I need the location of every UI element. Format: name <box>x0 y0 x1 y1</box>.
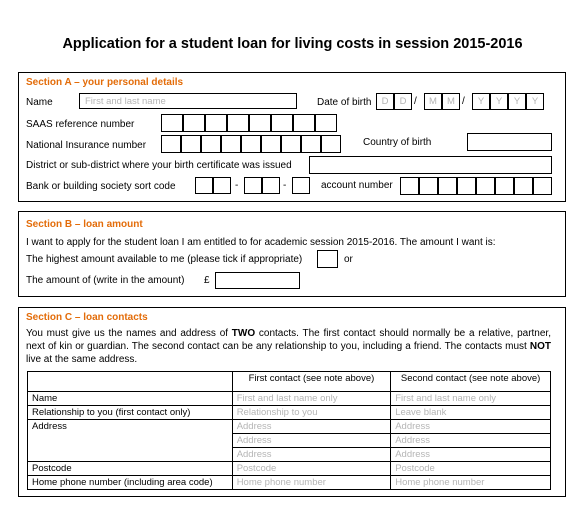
district-label: District or sub-district where your birth certificate was issued <box>26 160 292 171</box>
ni-character-box[interactable] <box>281 135 301 153</box>
dob-cell[interactable]: M <box>424 93 442 110</box>
sort-code-dash-1: - <box>235 180 239 191</box>
saas-digit-box[interactable] <box>271 114 293 132</box>
table-row <box>28 462 551 476</box>
row-label: Home phone number (including area code) <box>28 476 233 490</box>
instructions-text-3: live at the same address. <box>26 354 138 365</box>
dob-label: Date of birth <box>317 97 372 108</box>
saas-digit-box[interactable] <box>315 114 337 132</box>
name-label: Name <box>26 97 53 108</box>
dob-cell[interactable]: Y <box>508 93 526 110</box>
section-c-heading: Section C – loan contacts <box>26 312 148 323</box>
saas-digit-box[interactable] <box>227 114 249 132</box>
country-of-birth-field[interactable] <box>467 133 552 151</box>
sort-code-box-2a[interactable] <box>244 177 262 194</box>
saas-label: SAAS reference number <box>26 119 135 130</box>
table-header-row <box>28 372 551 392</box>
first-contact-cell[interactable]: Relationship to you <box>232 406 391 420</box>
section-a-heading: Section A – your personal details <box>26 77 184 88</box>
saas-digit-box[interactable] <box>205 114 227 132</box>
row-label: Address <box>28 420 233 434</box>
amount-field[interactable] <box>215 272 300 289</box>
first-contact-cell[interactable]: First and last name only <box>232 392 391 406</box>
or-label: or <box>344 254 353 265</box>
first-contact-cell[interactable]: Postcode <box>232 462 391 476</box>
ni-character-box[interactable] <box>161 135 181 153</box>
ni-label: National Insurance number <box>26 140 147 151</box>
instructions-bold-two: TWO <box>231 328 256 339</box>
table-row <box>28 434 551 448</box>
district-field[interactable] <box>309 156 552 174</box>
sort-code-dash-2: - <box>283 180 287 191</box>
second-contact-cell[interactable]: Leave blank <box>391 406 551 420</box>
account-digit-box[interactable] <box>495 177 514 195</box>
row-label: Postcode <box>28 462 233 476</box>
first-contact-cell[interactable]: Address <box>232 448 391 462</box>
section-c-instructions <box>26 327 551 366</box>
account-digit-box[interactable] <box>438 177 457 195</box>
dob-cell[interactable]: M <box>442 93 460 110</box>
sort-code-box-1a[interactable] <box>195 177 213 194</box>
instructions-text-2: contacts. The first contact should normally be a relative, partner, next of kin or guardian. The second contact can be any relationship to you, including a friend. The contacts must <box>26 328 551 352</box>
account-digit-box[interactable] <box>476 177 495 195</box>
dob-cell[interactable]: D <box>376 93 394 110</box>
saas-digit-box[interactable] <box>161 114 183 132</box>
dob-cell[interactable]: D <box>394 93 412 110</box>
instructions-text-1: You must give us the names and address of <box>26 328 232 339</box>
page-title: Application for a student loan for living costs in session 2015-2016 <box>62 36 523 52</box>
table-row <box>28 420 551 434</box>
sort-code-box-3a[interactable] <box>292 177 310 194</box>
second-contact-cell[interactable]: Home phone number <box>391 476 551 490</box>
name-field[interactable]: First and last name <box>79 93 297 109</box>
first-contact-cell[interactable]: Home phone number <box>232 476 391 490</box>
ni-character-box[interactable] <box>301 135 321 153</box>
ni-character-box[interactable] <box>321 135 341 153</box>
highest-amount-checkbox[interactable] <box>317 250 338 268</box>
row-label: Relationship to you (first contact only) <box>28 406 233 420</box>
second-contact-cell[interactable]: Postcode <box>391 462 551 476</box>
saas-digit-box[interactable] <box>183 114 205 132</box>
header-blank <box>28 372 233 392</box>
account-digit-box[interactable] <box>419 177 438 195</box>
header-second-contact: Second contact (see note above) <box>391 372 551 392</box>
header-first-contact: First contact (see note above) <box>232 372 391 392</box>
dob-field <box>376 93 556 110</box>
ni-character-box[interactable] <box>201 135 221 153</box>
ni-character-box[interactable] <box>241 135 261 153</box>
table-row <box>28 406 551 420</box>
dob-cell[interactable]: Y <box>472 93 490 110</box>
saas-reference-field <box>161 114 361 132</box>
first-contact-cell[interactable]: Address <box>232 434 391 448</box>
second-contact-cell[interactable]: Address <box>391 434 551 448</box>
national-insurance-field <box>161 135 341 153</box>
account-digit-box[interactable] <box>457 177 476 195</box>
table-row <box>28 392 551 406</box>
table-row <box>28 476 551 490</box>
dob-cell[interactable]: Y <box>526 93 544 110</box>
ni-character-box[interactable] <box>261 135 281 153</box>
country-label: Country of birth <box>363 137 432 148</box>
ni-character-box[interactable] <box>181 135 201 153</box>
contacts-table <box>27 371 551 490</box>
row-label <box>28 434 233 448</box>
section-b-intro: I want to apply for the student loan I am entitled to for academic session 2015-2016. The amount I want is: <box>26 237 496 248</box>
table-row <box>28 448 551 462</box>
saas-digit-box[interactable] <box>293 114 315 132</box>
ni-character-box[interactable] <box>221 135 241 153</box>
section-b-heading: Section B – loan amount <box>26 219 143 230</box>
account-number-label: account number <box>321 180 393 191</box>
second-contact-cell[interactable]: First and last name only <box>391 392 551 406</box>
row-label: Name <box>28 392 233 406</box>
dob-separator: / <box>462 96 465 107</box>
currency-symbol: £ <box>204 275 210 286</box>
account-number-field <box>400 177 550 194</box>
account-digit-box[interactable] <box>514 177 533 195</box>
first-contact-cell[interactable]: Address <box>232 420 391 434</box>
saas-digit-box[interactable] <box>249 114 271 132</box>
sort-code-box-1b[interactable] <box>213 177 231 194</box>
account-digit-box[interactable] <box>400 177 419 195</box>
instructions-bold-not: NOT <box>529 341 551 352</box>
amount-label: The amount of (write in the amount) <box>26 275 185 286</box>
second-contact-cell[interactable]: Address <box>391 448 551 462</box>
sort-code-label: Bank or building society sort code <box>26 181 176 192</box>
dob-separator: / <box>414 96 417 107</box>
dob-cell[interactable]: Y <box>490 93 508 110</box>
account-digit-box[interactable] <box>533 177 552 195</box>
highest-amount-label: The highest amount available to me (please tick if appropriate) <box>26 254 303 265</box>
sort-code-box-2b[interactable] <box>262 177 280 194</box>
second-contact-cell[interactable]: Address <box>391 420 551 434</box>
row-label <box>28 448 233 462</box>
